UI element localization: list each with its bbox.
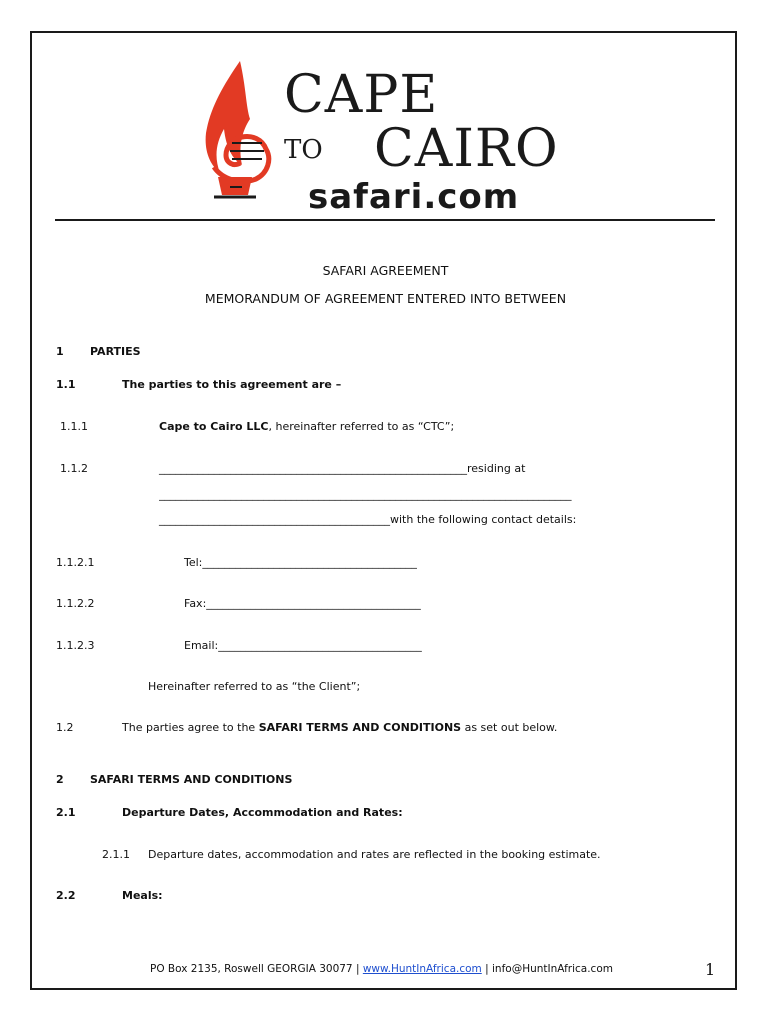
footer-separator: |: [485, 963, 489, 975]
section-1-1-text: The parties to this agreement are –: [122, 378, 342, 391]
section-1-1-2-1-number: 1.1.2.1: [56, 556, 95, 569]
section-1-1-2-3-number: 1.1.2.3: [56, 639, 95, 652]
section-1-2-number: 1.2: [56, 721, 74, 734]
page-footer: [150, 963, 613, 975]
section-1-1-2-number: 1.1.2: [60, 462, 88, 475]
company-logo: [192, 47, 592, 219]
section-2-1-1-text: Departure dates, accommodation and rates are reflected in the booking estimate.: [148, 848, 601, 861]
section-2-1-number: 2.1: [56, 806, 76, 819]
document-page: [30, 31, 737, 990]
section-1-2-pre: The parties agree to the: [122, 721, 259, 734]
section-2-title: SAFARI TERMS AND CONDITIONS: [90, 773, 293, 786]
client-address-blank[interactable]: ___________________________________________________________________________: [159, 488, 572, 501]
page-number: 1: [705, 960, 716, 979]
section-1-1-number: 1.1: [56, 378, 76, 391]
client-address-blank-2[interactable]: __________________________________________with the following contact details:: [159, 513, 577, 526]
section-2-1-1-number: 2.1.1: [102, 848, 130, 861]
tel-field[interactable]: Tel:_______________________________________: [184, 556, 417, 569]
document-subtitle: MEMORANDUM OF AGREEMENT ENTERED INTO BETWEEN: [204, 291, 567, 306]
footer-address: PO Box 2135, Roswell GEORGIA 30077 |: [150, 963, 360, 975]
client-name-blank[interactable]: ________________________________________________________residing at: [159, 462, 526, 475]
section-2-2-number: 2.2: [56, 889, 76, 902]
fax-field[interactable]: Fax:_______________________________________: [184, 597, 421, 610]
section-1-2-post: as set out below.: [461, 721, 558, 734]
logo-line-cape: CAPE: [284, 65, 439, 125]
section-2-number: 2: [56, 773, 64, 786]
section-1-1-2-2-number: 1.1.2.2: [56, 597, 95, 610]
section-2-1-title: Departure Dates, Accommodation and Rates:: [122, 806, 403, 819]
footer-website-link[interactable]: www.HuntInAfrica.com: [362, 963, 482, 975]
footer-email[interactable]: info@HuntInAfrica.com: [492, 963, 613, 975]
company-reference: , hereinafter referred to as “CTC”;: [268, 420, 455, 433]
section-2-2-title: Meals:: [122, 889, 163, 902]
document-title: SAFARI AGREEMENT: [322, 263, 449, 278]
logo-line-cairo: CAIRO: [374, 119, 559, 179]
terms-reference: SAFARI TERMS AND CONDITIONS: [258, 721, 462, 734]
company-name: Cape to Cairo LLC: [159, 420, 269, 433]
section-1-title: PARTIES: [90, 345, 141, 358]
header-divider: [55, 219, 715, 221]
section-1-1-1-number: 1.1.1: [60, 420, 88, 433]
logo-line-domain: safari.com: [308, 177, 520, 217]
section-1-2-text: [122, 721, 557, 734]
client-reference-note: Hereinafter referred to as “the Client”;: [148, 680, 361, 693]
section-1-1-1-line: [159, 420, 454, 433]
section-1-number: 1: [56, 345, 64, 358]
email-field[interactable]: Email:_____________________________________: [184, 639, 422, 652]
logo-line-to: TO: [284, 135, 323, 165]
